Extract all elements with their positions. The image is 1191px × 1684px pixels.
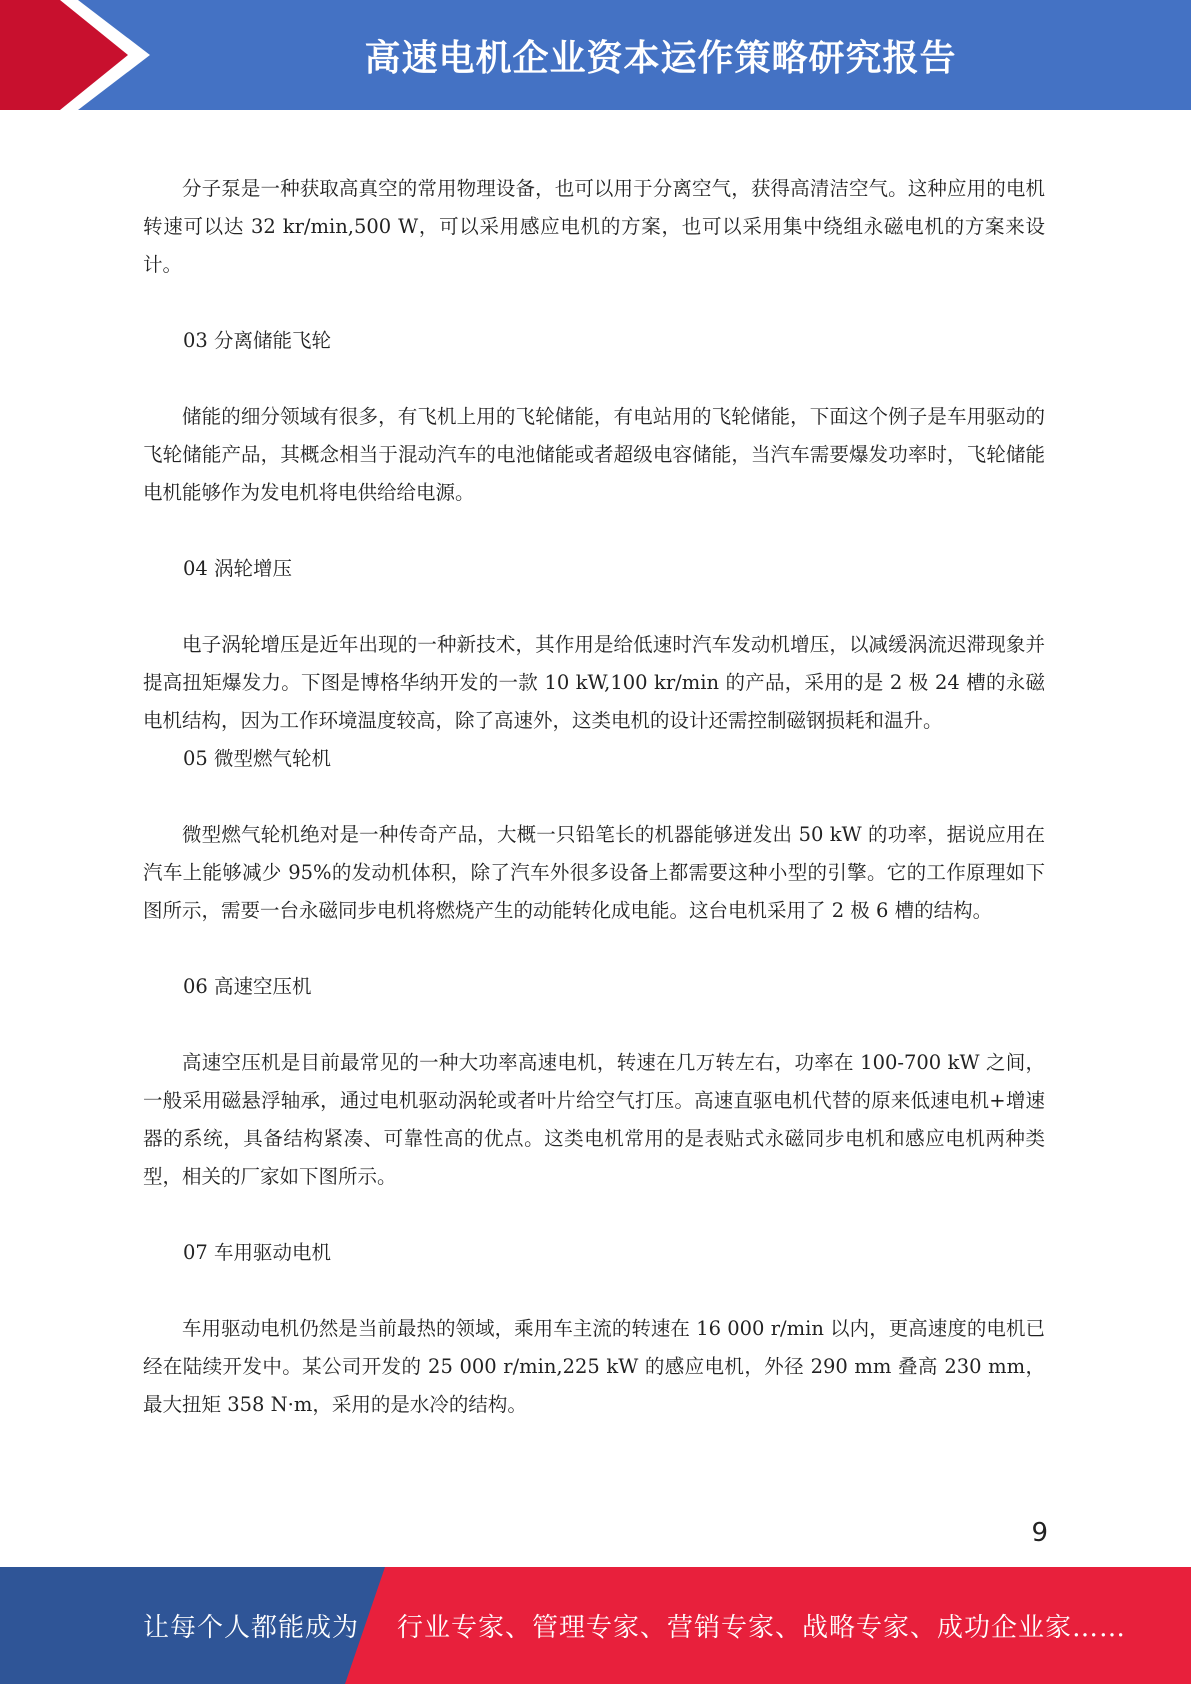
- header-title: 高速电机企业资本运作策略研究报告: [364, 37, 957, 79]
- section-heading-07: 07 车用驱动电机: [183, 1241, 332, 1264]
- paragraph-turbo: 电子涡轮增压是近年出现的一种新技术，其作用是给低速时汽车发动机增压，以减缓涡流迟滞现象并提高扭矩爆发力。下图是博格华纳开发的一款 10 kW,100 kr/min 的产品，采用的是 2 极 24 槽的永磁电机结构，因为工作环境温度较高，除了高速外，这类电机的设计还需控制磁钢损耗和温升。: [143, 633, 1045, 732]
- section-heading-04: 04 涡轮增压: [183, 557, 293, 580]
- section-heading-05: 05 微型燃气轮机: [183, 747, 332, 770]
- paragraph-flywheel: 储能的细分领域有很多，有飞机上用的飞轮储能，有电站用的飞轮储能，下面这个例子是车用驱动的飞轮储能产品，其概念相当于混动汽车的电池储能或者超级电容储能，当汽车需要爆发功率时，飞轮储能电机能够作为发电机将电供给给电源。: [143, 405, 1045, 504]
- header-arrow-icon: [0, 0, 150, 110]
- paragraph-molecular-pump: 分子泵是一种获取高真空的常用物理设备，也可以用于分离空气，获得高清洁空气。这种应用的电机转速可以达 32 kr/min,500 W，可以采用感应电机的方案，也可以采用集中绕组永磁电机的方案来设计。: [143, 177, 1045, 276]
- page-header: [0, 0, 1191, 110]
- footer-slogan-left: 让每个人都能成为: [143, 1613, 360, 1643]
- footer-slogan-right: 行业专家、管理专家、营销专家、战略专家、成功企业家……: [397, 1613, 1127, 1643]
- document-body: [143, 170, 1045, 1424]
- paragraph-micro-turbine: 微型燃气轮机绝对是一种传奇产品，大概一只铅笔长的机器能够迸发出 50 kW 的功率，据说应用在汽车上能够减少 95%的发动机体积，除了汽车外很多设备上都需要这种小型的引擎。它的工作原理如下图所示，需要一台永磁同步电机将燃烧产生的动能转化成电能。这台电机采用了 2 极 6 槽的结构。: [143, 823, 1045, 922]
- section-heading-06: 06 高速空压机: [183, 975, 312, 998]
- page-number: 9: [1031, 1518, 1048, 1548]
- paragraph-vehicle-motor: 车用驱动电机仍然是当前最热的领域，乘用车主流的转速在 16 000 r/min 以内，更高速度的电机已经在陆续开发中。某公司开发的 25 000 r/min,225 kW 的感应电机，外径 290 mm 叠高 230 mm，最大扭矩 358 N·m，采用的是水冷的结构。: [143, 1317, 1045, 1416]
- section-heading-03: 03 分离储能飞轮: [183, 329, 332, 352]
- paragraph-air-compressor: 高速空压机是目前最常见的一种大功率高速电机，转速在几万转左右，功率在 100-700 kW 之间，一般采用磁悬浮轴承，通过电机驱动涡轮或者叶片给空气打压。高速直驱电机代替的原来低速电机+增速器的系统，具备结构紧凑、可靠性高的优点。这类电机常用的是表贴式永磁同步电机和感应电机两种类型，相关的厂家如下图所示。: [143, 1051, 1045, 1188]
- page-footer: [0, 1567, 1191, 1684]
